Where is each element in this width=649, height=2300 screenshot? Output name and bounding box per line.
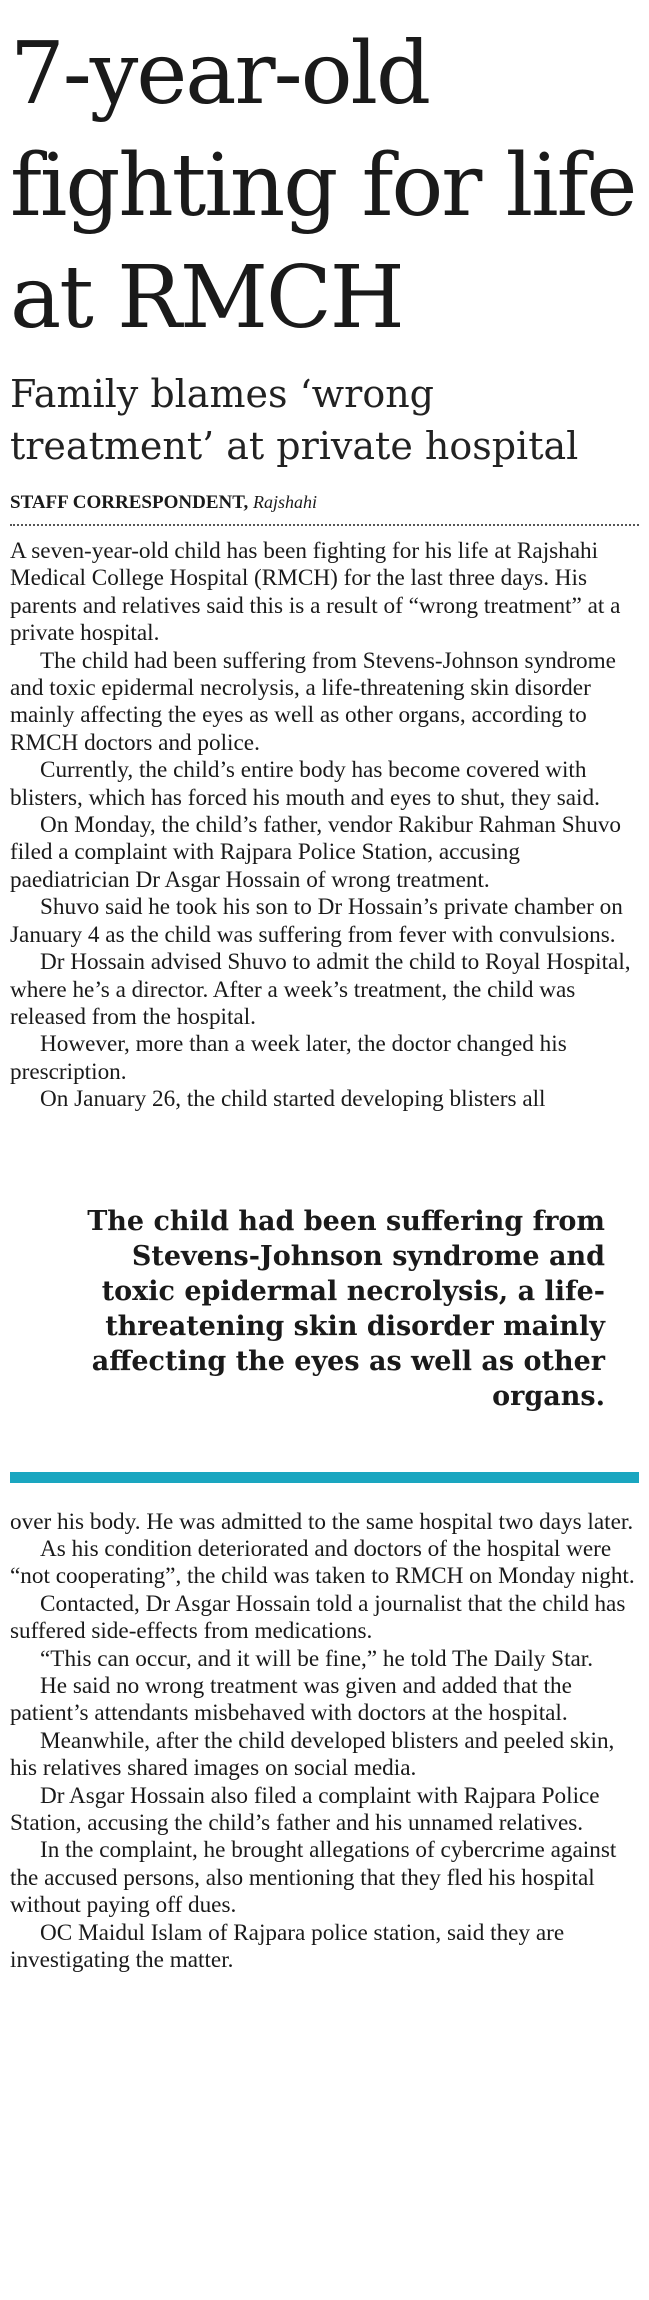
paragraph: As his condition deteriorated and doctors of the hospital were “not cooperating”, the child was taken to RMCH on Monday night. [10,1535,635,1590]
paragraph: “This can occur, and it will be fine,” he told The Daily Star. [40,1645,594,1672]
paragraph: OC Maidul Islam of Rajpara police station, said they are investigating the matter. [10,1919,565,1974]
section-divider [10,1472,639,1483]
byline-author: STAFF CORRESPONDENT, [10,492,249,513]
subheadline: Family blames ‘wrong treatment’ at private hospital [10,372,579,468]
article-body-part2 [10,1509,639,1975]
paragraph: Contacted, Dr Asgar Hossain told a journalist that the child has suffered side-effects from medications. [10,1590,626,1645]
paragraph: over his body. He was admitted to the same hospital two days later. [10,1508,634,1535]
paragraph: The child had been suffering from Stevens-Johnson syndrome and toxic epidermal necrolysis, a life-threatening skin disorder mainly affecting the eyes as well as other organs, according to RMCH doctors and police. [10,647,616,756]
paragraph: Dr Asgar Hossain also filed a complaint with Rajpara Police Station, accusing the child’s father and his unnamed relatives. [10,1782,600,1836]
paragraph: Meanwhile, after the child developed blisters and peeled skin, his relatives shared images on social media. [10,1727,615,1782]
pullquote: The child had been suffering from Stevens-Johnson syndrome and toxic epidermal necrolysis, a life-threatening skin disorder mainly affecting the eyes as well as other organs. [87,1205,605,1412]
paragraph: Shuvo said he took his son to Dr Hossain’s private chamber on January 4 as the child was suffering from fever with convulsions. [10,894,623,948]
paragraph: He said no wrong treatment was given and added that the patient’s attendants misbehaved with doctors at the hospital. [10,1672,572,1727]
paragraph: Dr Hossain advised Shuvo to admit the child to Royal Hospital, where he’s a director. After a week’s treatment, the child was released from the hospital. [10,949,631,1030]
paragraph: However, more than a week later, the doctor changed his prescription. [10,1031,567,1085]
article-body-part1 [10,538,639,1114]
headline: 7-year-old fighting for life at RMCH [10,24,636,348]
byline-location: Rajshahi [252,492,317,512]
paragraph: In the complaint, he brought allegations of cybercrime against the accused persons, also mentioning that they fled his hospital without paying off dues. [10,1837,617,1919]
paragraph: On Monday, the child’s father, vendor Rakibur Rahman Shuvo filed a complaint with Rajpara Police Station, accusing paediatrician Dr Asgar Hossain of wrong treatment. [10,812,622,893]
byline [10,492,639,526]
paragraph: On January 26, the child started developing blisters all [40,1086,546,1113]
article [0,18,649,1974]
paragraph: A seven-year-old child has been fighting for his life at Rajshahi Medical College Hospital (RMCH) for the last three days. His parents and relatives said this is a result of “wrong treatment” at a private hospital. [10,538,621,647]
paragraph: Currently, the child’s entire body has become covered with blisters, which has forced his mouth and eyes to shut, they said. [10,757,600,811]
